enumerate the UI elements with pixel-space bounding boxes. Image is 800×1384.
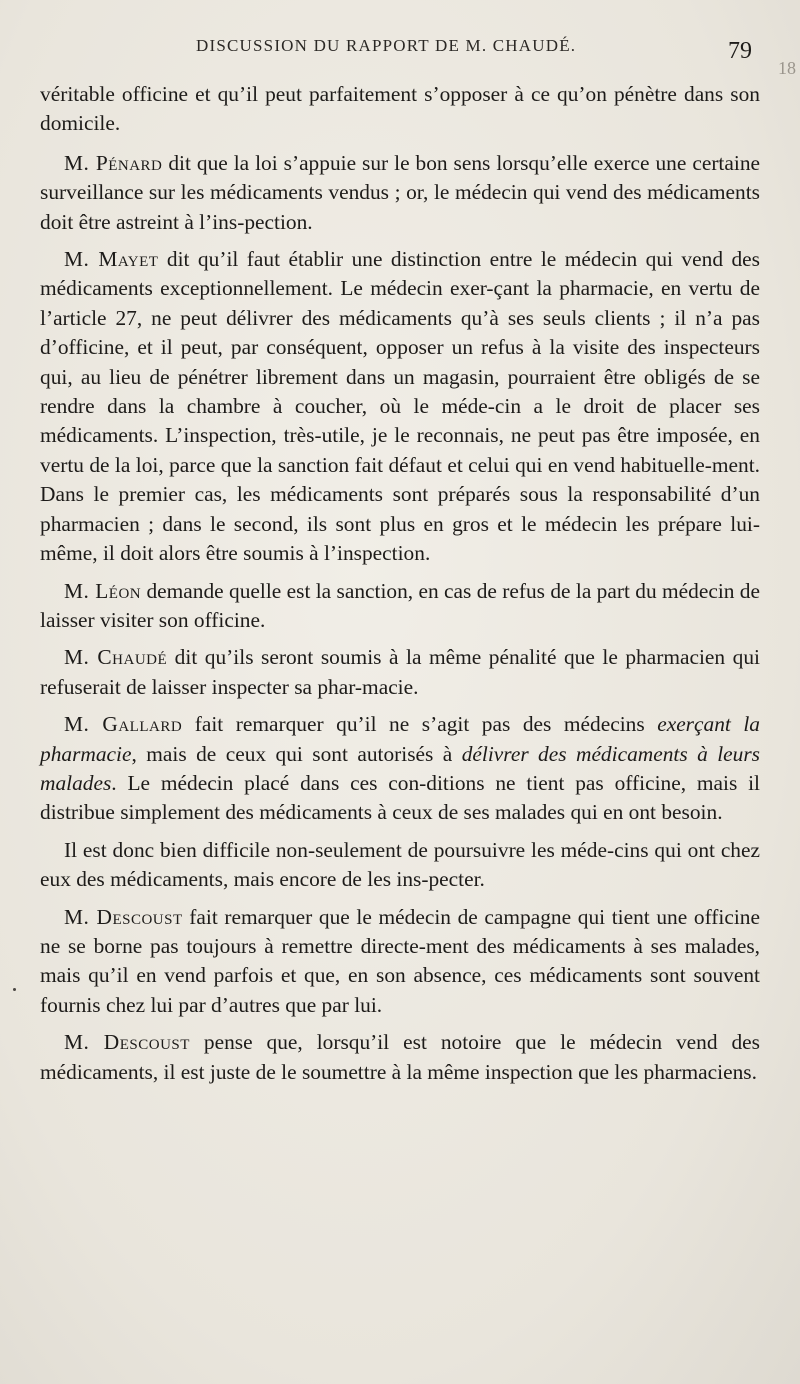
- speaker-name: M. Descoust: [64, 1030, 190, 1055]
- paragraph-text: pense que, lorsqu’il est notoire que le médecin vend des médicaments, il est juste de le soumettre à la même inspection que les pharmaciens.: [40, 1030, 760, 1084]
- speaker-name: M. Pénard: [64, 150, 163, 175]
- paragraph-leon: [40, 577, 760, 636]
- paragraph-text: , mais de ceux qui sont autorisés à: [131, 741, 462, 766]
- ink-speck: [13, 988, 16, 991]
- paragraph-text: Il est donc bien difficile non-seulement de poursuivre les méde-cins qui ont chez eux des médicaments, mais encore de les ins-pecter.: [40, 837, 760, 892]
- bleed-through-mark: 18: [778, 58, 796, 78]
- paragraph-gallard: [40, 710, 760, 828]
- paragraph-chaude: [40, 643, 760, 702]
- paragraph-descoust-2: [40, 1028, 760, 1087]
- paragraph-descoust-1: [40, 903, 760, 1021]
- paragraph-difficulty: [40, 836, 760, 895]
- paragraph-text: dit qu’ils seront soumis à la même pénalité que le pharmacien qui refuserait de laisser inspecter sa phar-macie.: [40, 645, 760, 699]
- speaker-name: M. Chaudé: [64, 645, 168, 670]
- paragraph-penard: [40, 149, 760, 237]
- paragraph-text: dit qu’il faut établir une distinction entre le médecin qui vend des médicaments exceptionnellement. Le médecin exer-çant la pharmacie, en vertu de l’article 27, ne peut délivrer des médicaments qu’à ses seuls clients ; il n’a pas d’officine, et il peut, par conséquent, opposer un refus à la visite des inspecteurs qui, au lieu de pénétrer librement dans un magasin, pourraient être obligés de se rendre dans la chambre à coucher, où le méde-cin a le droit de placer ses médicaments. L’inspection, très-utile, je le reconnais, ne peut pas être imposée, en vertu de la loi, parce que la sanction fait défaut et celui qui en vend habituelle-ment. Dans le premier cas, les médicaments sont préparés sous la responsabilité d’un pharmacien ; dans le second, ils sont plus en gros et le médecin les prépare lui-même, il doit alors être soumis à l’inspection.: [40, 247, 760, 566]
- italic-phrase: délivrer des médicaments à leurs malades: [40, 741, 760, 795]
- paragraph-mayet: [40, 245, 760, 568]
- paragraph-text: demande quelle est la sanction, en cas de refus de la part du médecin de laisser visiter son officine.: [40, 578, 760, 632]
- running-header: [0, 34, 800, 64]
- paragraph-continuation: [40, 80, 760, 139]
- speaker-name: M. Mayet: [64, 247, 159, 272]
- running-title: DISCUSSION DU RAPPORT DE M. CHAUDÉ.: [196, 36, 577, 55]
- paragraph-text: véritable officine et qu’il peut parfaitement s’opposer à ce qu’on pénètre dans son domicile.: [40, 82, 760, 136]
- speaker-name: M. Descoust: [64, 904, 183, 929]
- speaker-name: M. Gallard: [64, 712, 183, 737]
- paragraph-text: . Le médecin placé dans ces con-ditions ne tient pas officine, mais il distribue simplement des médicaments à ceux de ses malades qui en ont besoin.: [40, 770, 760, 825]
- body-text: [40, 80, 760, 1095]
- paragraph-text: dit que la loi s’appuie sur le bon sens lorsqu’elle exerce une certaine surveillance sur les médicaments vendus ; or, le médecin qui vend des médicaments doit être astreint à l’ins-pection.: [40, 150, 761, 234]
- paragraph-text: fait remarquer que le médecin de campagne qui tient une officine ne se borne pas toujours à remettre directe-ment des médicaments à ses malades, mais qu’il en vend parfois et que, en son absence, ces médicaments sont souvent fournis chez lui par d’autres que par lui.: [40, 904, 761, 1017]
- italic-phrase: exerçant la pharmacie: [40, 712, 761, 766]
- page-number: 79: [728, 38, 752, 64]
- speaker-name: M. Léon: [64, 578, 142, 603]
- paragraph-text: fait remarquer qu’il ne s’agit pas des médecins: [182, 712, 658, 737]
